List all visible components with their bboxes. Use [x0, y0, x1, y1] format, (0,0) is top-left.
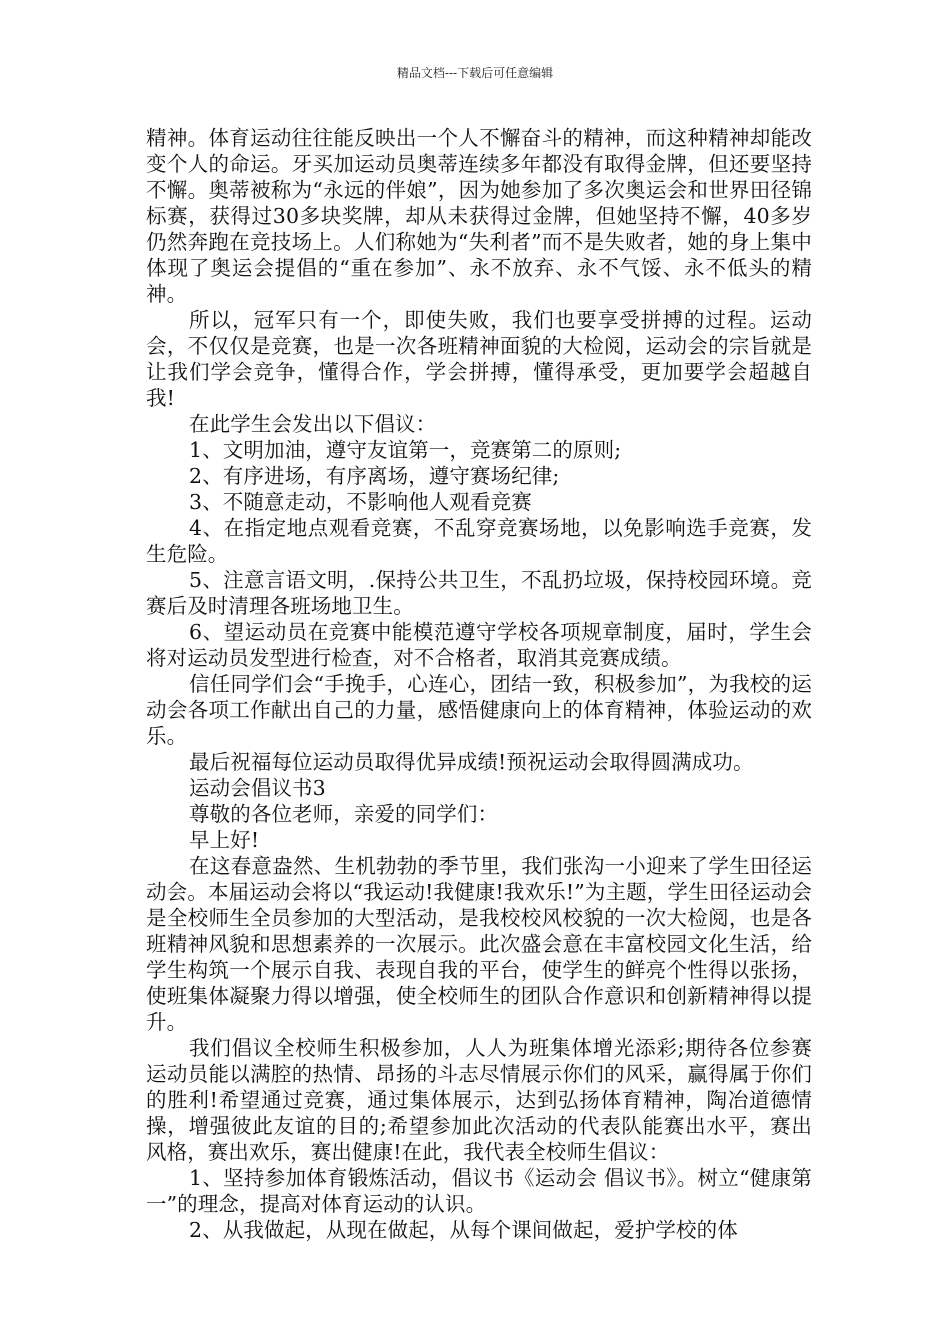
section-title: 运动会倡议书3: [189, 776, 326, 800]
list-item: 1、文明加油，遵守友谊第一，竞赛第二的原则;: [189, 438, 622, 462]
salutation: 尊敬的各位老师，亲爱的同学们：: [189, 802, 499, 826]
list-item: 1、坚持参加体育锻炼活动，倡议书《运动会 倡议书》。树立“健康第一”的理念，提高对体育运动的认识。: [146, 1166, 812, 1216]
paragraph: 我们倡议全校师生积极参加，人人为班集体增光添彩;期待各位参赛运动员能以满腔的热情、昂扬的斗志尽情展示你们的风采，赢得属于你们的胜利!希望通过竞赛，通过集体展示，达到弘扬体育精神，陶冶道德情操，增强彼此友谊的目的;希望参加此次活动的代表队能赛出水平，赛出风格，赛出欢乐，赛出健康!在此，我代表全校师生倡议：: [146, 1036, 812, 1164]
paragraph: 在此学生会发出以下倡议：: [189, 412, 437, 436]
paragraph: 在这春意盎然、生机勃勃的季节里，我们张沟一小迎来了学生田径运动会。本届运动会将以“我运动!我健康!我欢乐!”为主题，学生田径运动会是全校师生全员参加的大型活动，是我校校风校貌的一次大检阅，也是各班精神风貌和思想素养的一次展示。此次盛会意在丰富校园文化生活，给学生构筑一个展示自我、表现自我的平台，使学生的鲜亮个性得以张扬，使班集体凝聚力得以增强，使全校师生的团队合作意识和创新精神得以提升。: [146, 854, 812, 1034]
paragraph: 最后祝福每位运动员取得优异成绩!预祝运动会取得圆满成功。: [189, 750, 754, 774]
paragraph-continuation: 精神。体育运动往往能反映出一个人不懈奋斗的精神，而这种精神却能改变个人的命运。牙买加运动员奥蒂连续多年都没有取得金牌，但还要坚持不懈。奥蒂被称为“永远的伴娘”，因为她参加了多次奥运会和世界田径锦标赛，获得过30多块奖牌，却从未获得过金牌，但她坚持不懈，40多岁仍然奔跑在竞技场上。人们称她为“失利者”而不是失败者，她的身上集中体现了奥运会提倡的“重在参加”、永不放弃、永不气馁、永不低头的精神。: [146, 126, 812, 306]
document-body: [146, 125, 812, 1243]
page-header: 精品文档---下载后可任意编辑: [396, 66, 554, 80]
paragraph: 所以，冠军只有一个，即使失败，我们也要享受拼搏的过程。运动会，不仅仅是竞赛，也是一次各班精神面貌的大检阅，运动会的宗旨就是让我们学会竞争，懂得合作，学会拼搏，懂得承受，更加要学会超越自我!: [146, 308, 812, 410]
list-item: 2、从我做起，从现在做起，从每个课间做起，爱护学校的体: [189, 1218, 738, 1242]
list-item: 2、有序进场，有序离场，遵守赛场纪律;: [189, 464, 560, 488]
list-item: 4、在指定地点观看竞赛，不乱穿竞赛场地，以免影响选手竞赛，发生危险。: [146, 516, 812, 566]
list-item: 5、注意言语文明，.保持公共卫生，不乱扔垃圾，保持校园环境。竞赛后及时清理各班场地卫生。: [146, 568, 812, 618]
list-item: 6、望运动员在竞赛中能模范遵守学校各项规章制度，届时，学生会将对运动员发型进行检查，对不合格者，取消其竞赛成绩。: [146, 620, 812, 670]
list-item: 3、不随意走动，不影响他人观看竞赛: [189, 490, 532, 514]
paragraph: 信任同学们会“手挽手，心连心，团结一致，积极参加”，为我校的运动会各项工作献出自己的力量，感悟健康向上的体育精神，体验运动的欢乐。: [146, 672, 812, 748]
greeting: 早上好!: [189, 828, 260, 852]
